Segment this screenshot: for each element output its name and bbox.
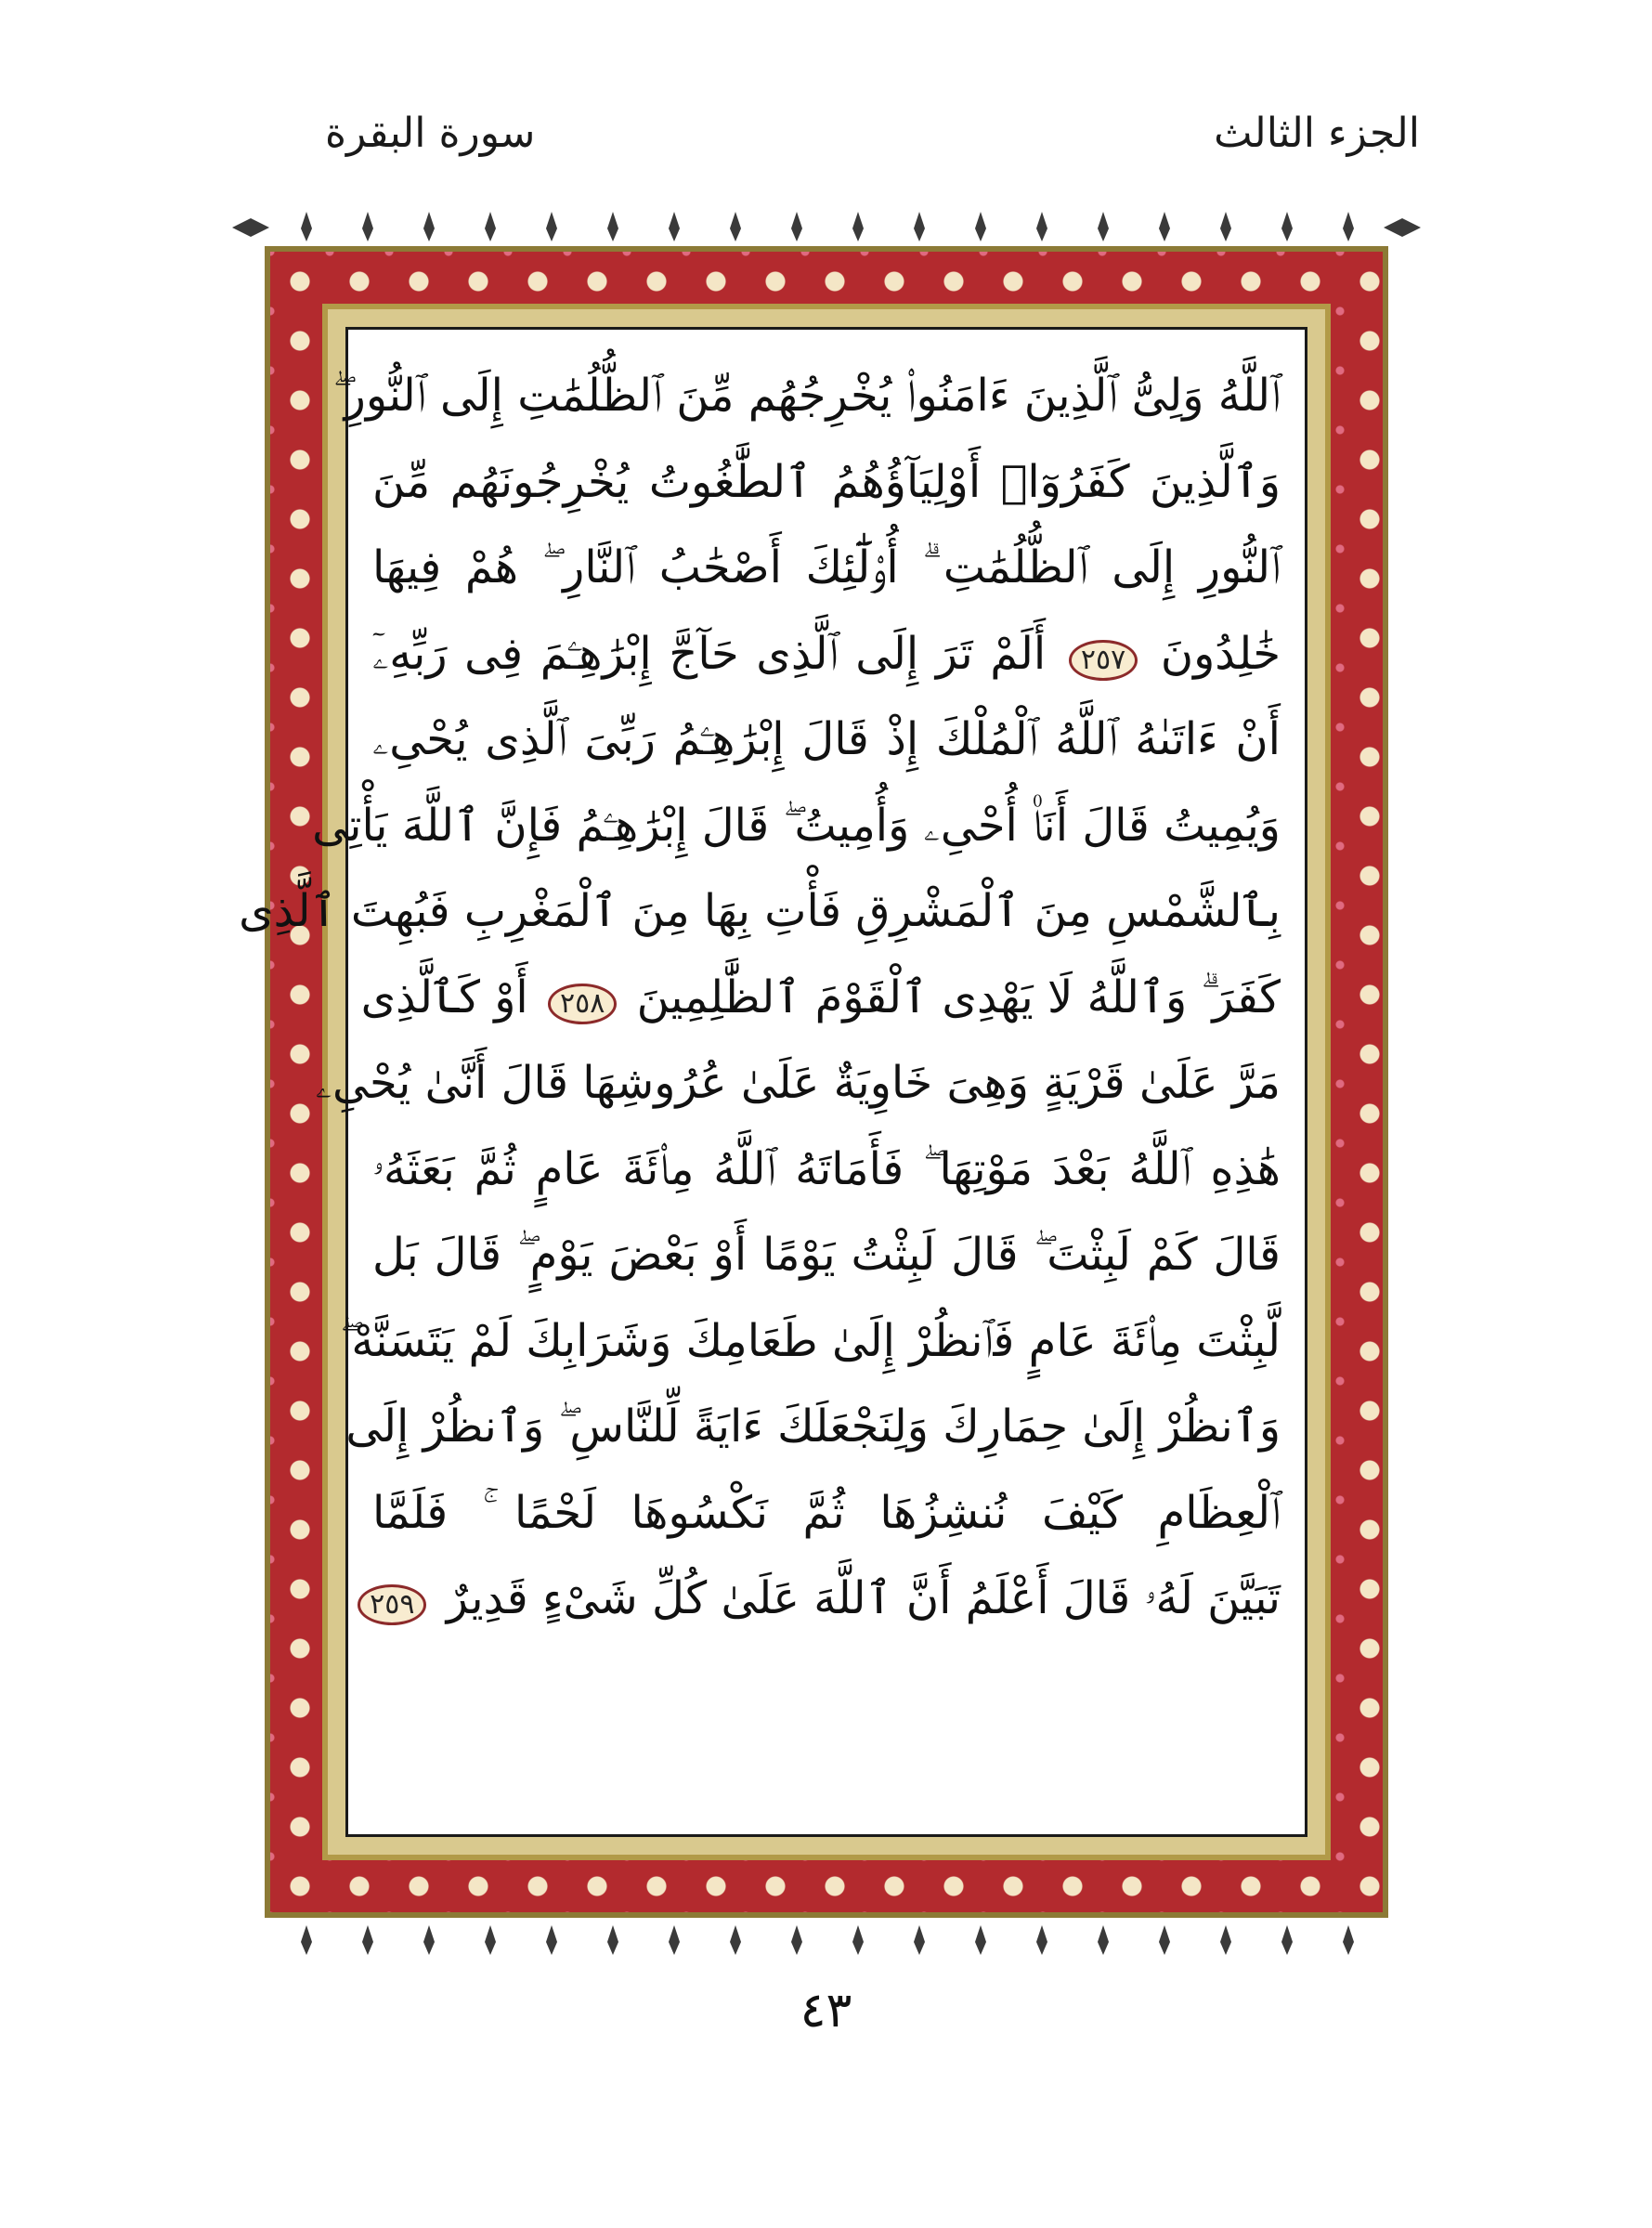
finial-ornament	[975, 1925, 986, 1955]
finial-ornament	[1220, 1925, 1231, 1955]
finial-ornament	[1098, 212, 1109, 241]
verse-panel	[239, 327, 1307, 1837]
finial-ornament	[1159, 1925, 1170, 1955]
verse-text: قَالَ كَمْ لَبِثْتَ ۖ قَالَ لَبِثْتُ يَوْمًا أَوْ بَعْضَ يَوْمٍ ۖ قَالَ بَل	[372, 1229, 1281, 1281]
top-ornament	[232, 204, 1421, 251]
finial-ornament	[362, 1925, 373, 1955]
verse-line	[367, 1127, 1286, 1213]
verse-text: مَرَّ عَلَىٰ قَرْيَةٍ وَهِىَ خَاوِيَةٌ عَلَىٰ عُرُوشِهَا قَالَ أَنَّىٰ يُحْىِۦ	[315, 1057, 1281, 1109]
finial-ornament	[423, 212, 435, 241]
finial-ornament	[852, 212, 864, 241]
ayah-number-marker: ٢٥٩	[358, 1584, 426, 1625]
verse-text: كَفَرَ ۗ وَٱللَّهُ لَا يَهْدِى ٱلْقَوْمَ ٱلظَّٰلِمِينَ	[636, 971, 1281, 1023]
verse-line	[315, 1040, 1286, 1127]
juz-title: الجزء الثالث	[1214, 110, 1420, 157]
finial-ornament	[301, 1925, 312, 1955]
verse-line	[367, 525, 1286, 611]
verse-lines	[239, 353, 1286, 1642]
finial-ornament	[791, 212, 802, 241]
verse-line	[332, 353, 1286, 439]
finial-ornament	[914, 1925, 925, 1955]
verse-line	[360, 955, 1286, 1041]
finial-ornament	[607, 212, 618, 241]
finial-ornament	[1281, 212, 1293, 241]
finial-ornament	[1220, 212, 1231, 241]
finial-ornament	[1036, 1925, 1047, 1955]
verse-line	[367, 1556, 1286, 1642]
verse-text: خَٰلِدُونَ	[1160, 627, 1281, 680]
verse-line	[345, 1384, 1286, 1470]
ayah-number-marker: ٢٥٧	[1069, 640, 1138, 681]
finial-ornament	[1343, 212, 1354, 241]
finial-ornament	[546, 212, 557, 241]
surah-title: سورة البقرة	[325, 110, 536, 157]
verse-line	[340, 1298, 1286, 1385]
verse-text: وَٱنظُرْ إِلَىٰ حِمَارِكَ وَلِنَجْعَلَكَ ءَايَةً لِّلنَّاسِ ۖ وَٱنظُرْ إِلَى	[345, 1401, 1281, 1453]
finial-ornament	[301, 212, 312, 241]
verse-text: أَلَمْ تَرَ إِلَى ٱلَّذِى حَآجَّ إِبْرَٰهِـۧمَ فِى رَبِّهِۦٓ	[372, 627, 1047, 680]
finial-ornament	[1343, 1925, 1354, 1955]
verse-text: ٱلنُّورِ إِلَى ٱلظُّلُمَٰتِ ۗ أُو۟لَٰٓئِكَ أَصْحَٰبُ ٱلنَّارِ ۖ هُمْ فِيهَا	[372, 541, 1281, 593]
verse-line	[367, 611, 1286, 697]
page-number: ٤٣	[800, 1983, 852, 2039]
finial-ornament	[1159, 212, 1170, 241]
finial-ornament	[1098, 1925, 1109, 1955]
verse-text: وَيُمِيتُ قَالَ أَنَا۠ أُحْىِۦ وَأُمِيتُ ۖ قَالَ إِبْرَٰهِـۧمُ فَإِنَّ ٱللَّهَ يَأْتِى	[312, 799, 1281, 852]
verse-text: أَنْ ءَاتَىٰهُ ٱللَّهُ ٱلْمُلْكَ إِذْ قَالَ إِبْرَٰهِـۧمُ رَبِّىَ ٱلَّذِى يُحْىِۦ	[372, 713, 1281, 765]
bottom-ornament	[232, 1918, 1421, 1964]
finial-ornament	[607, 1925, 618, 1955]
verse-text: لَّبِثْتَ مِا۟ئَةَ عَامٍ فَٱنظُرْ إِلَىٰ طَعَامِكَ وَشَرَابِكَ لَمْ يَتَسَنَّهْ ۖ	[340, 1314, 1281, 1367]
finial-ornament	[362, 212, 373, 241]
finial-ornament	[1036, 212, 1047, 241]
verse-line	[367, 1212, 1286, 1298]
verse-line	[367, 439, 1286, 526]
finial-ornament	[1281, 1925, 1293, 1955]
finial-ornament	[730, 1925, 741, 1955]
verse-text: أَوْ كَٱلَّذِى	[360, 971, 528, 1023]
verse-text: ٱلْعِظَامِ كَيْفَ نُنشِزُهَا ثُمَّ نَكْسُوهَا لَحْمًا ۚ فَلَمَّا	[372, 1486, 1281, 1539]
verse-text: هَٰذِهِ ٱللَّهُ بَعْدَ مَوْتِهَا ۖ فَأَمَاتَهُ ٱللَّهُ مِا۟ئَةَ عَامٍ ثُمَّ بَعَثَهُۥ	[372, 1142, 1281, 1195]
finial-ornament	[975, 212, 986, 241]
verse-text: وَٱلَّذِينَ كَفَرُوٓا۟ أَوْلِيَآؤُهُمُ ٱلطَّٰغُوتُ يُخْرِجُونَهُم مِّنَ	[372, 455, 1281, 508]
finial-ornament	[546, 1925, 557, 1955]
page-frame	[239, 246, 1388, 1918]
finial-ornament	[669, 1925, 680, 1955]
verse-line	[367, 1470, 1286, 1557]
finial-ornament	[730, 212, 741, 241]
verse-line	[312, 783, 1286, 869]
finial-ornament	[791, 1925, 802, 1955]
finial-ornament	[485, 1925, 496, 1955]
ayah-number-marker: ٢٥٨	[548, 984, 617, 1024]
finial-ornament	[914, 212, 925, 241]
finial-ornament	[852, 1925, 864, 1955]
finial-ornament	[669, 212, 680, 241]
verse-text: بِٱلشَّمْسِ مِنَ ٱلْمَشْرِقِ فَأْتِ بِهَا مِنَ ٱلْمَغْرِبِ فَبُهِتَ ٱلَّذِى	[239, 885, 1281, 937]
verse-line	[239, 868, 1286, 955]
verse-line	[367, 697, 1286, 783]
finial-ornament	[423, 1925, 435, 1955]
verse-text: ٱللَّهُ وَلِىُّ ٱلَّذِينَ ءَامَنُوا۟ يُخْرِجُهُم مِّنَ ٱلظُّلُمَٰتِ إِلَى ٱلنُّورِ ۖ	[332, 370, 1281, 422]
verse-text: تَبَيَّنَ لَهُۥ قَالَ أَعْلَمُ أَنَّ ٱللَّهَ عَلَىٰ كُلِّ شَىْءٍ قَدِيرٌ	[446, 1572, 1281, 1624]
finial-ornament	[485, 212, 496, 241]
